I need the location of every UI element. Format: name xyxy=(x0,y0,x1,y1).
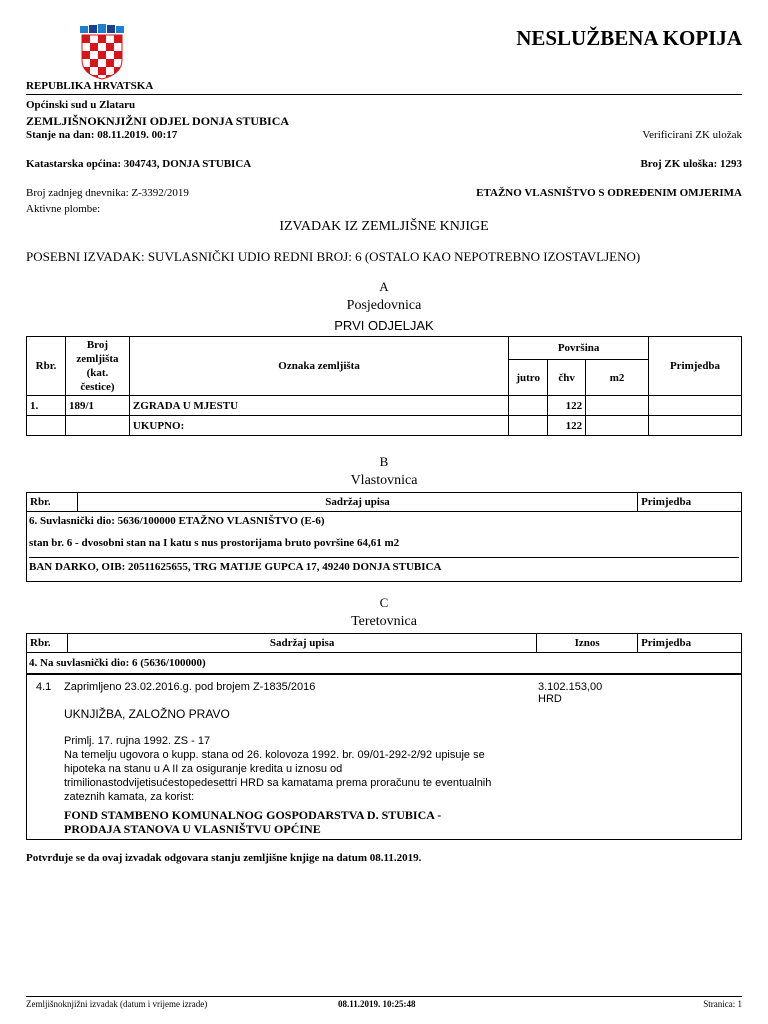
enc-entry-line5: zateznih kamata, za korist: xyxy=(64,791,195,803)
court-name: Općinski sud u Zlataru xyxy=(26,99,136,111)
extract-title: IZVADAK IZ ZEMLJIŠNE KNJIGE xyxy=(279,219,489,234)
owners-share: 6. Suvlasnički dio: 5636/100000 ETAŽNO VLASNIŠTVO (E-6) xyxy=(29,515,325,527)
verified-label: Verificirani ZK uložak xyxy=(642,129,742,141)
status-date: Stanje na dan: 08.11.2019. 00:17 xyxy=(26,129,178,141)
owners-header-rbr: Rbr. xyxy=(27,493,78,512)
section-a-letter: A xyxy=(379,279,389,294)
total-label: UKUPNO: xyxy=(129,416,508,436)
parcel-table xyxy=(26,336,742,436)
header-note: Primjedba xyxy=(649,337,742,396)
row-parcel: 189/1 xyxy=(65,396,129,416)
total-jutro xyxy=(509,416,548,436)
last-diary-number: Broj zadnjeg dnevnika: Z-3392/2019 xyxy=(26,187,189,199)
total-m2 xyxy=(586,416,649,436)
enc-share: 4. Na suvlasnički dio: 6 (5636/100000) xyxy=(29,657,206,669)
header-jutro: jutro xyxy=(509,360,548,396)
footer-datetime: 08.11.2019. 10:25:48 xyxy=(338,999,416,1009)
enc-entry-amount: 3.102.153,00 xyxy=(538,681,603,693)
owners-header-note: Primjedba xyxy=(638,493,742,512)
row-note xyxy=(649,396,742,416)
header-area: Površina xyxy=(509,337,649,360)
owner-name: BAN DARKO, OIB: 20511625655, TRG MATIJE GUPCA 17, 49240 DONJA STUBICA xyxy=(29,561,442,573)
enc-entry-line4: trimilionastodvijetisućestopedesettri HRD sa kamatama prema proračunu te eventualnih xyxy=(64,777,492,789)
ownership-type: ETAŽNO VLASNIŠTVO S ODREĐENIM OMJERIMA xyxy=(476,187,742,199)
enc-entry-received: Zaprimljeno 23.02.2016.g. pod brojem Z-1835/2016 xyxy=(64,681,316,693)
zk-number: Broj ZK uloška: 1293 xyxy=(640,158,742,170)
encumbrance-header-table xyxy=(26,633,742,653)
special-extract-title: POSEBNI IZVADAK: SUVLASNIČKI UDIO REDNI BROJ: 6 (OSTALO KAO NEPOTREBNO IZOSTAVLJENO) xyxy=(26,249,641,264)
total-chv: 122 xyxy=(548,416,586,436)
section-a-subtitle: PRVI ODJELJAK xyxy=(334,318,434,333)
enc-header-content: Sadržaj upisa xyxy=(67,634,536,653)
enc-entry-currency: HRD xyxy=(538,693,562,705)
header-land-mark: Oznaka zemljišta xyxy=(129,337,508,396)
enc-entry-line2: Na temelju ugovora o kupp. stana od 26. kolovoza 1992. br. 09/01-292-2/92 upisuje se xyxy=(64,749,485,761)
section-a-name: Posjedovnica xyxy=(346,298,422,313)
enc-header-amount: Iznos xyxy=(537,634,638,653)
enc-entry-number: 4.1 xyxy=(36,681,52,693)
table-row-total xyxy=(27,416,742,436)
country-name: REPUBLIKA HRVATSKA xyxy=(26,80,154,92)
header-m2: m2 xyxy=(586,360,649,396)
row-mark: ZGRADA U MJESTU xyxy=(129,396,508,416)
section-b-name: Vlastovnica xyxy=(350,473,418,488)
owners-description: stan br. 6 - dvosobni stan na I katu s nus prostorijama bruto površine 64,61 m2 xyxy=(29,537,400,549)
header-chv: čhv xyxy=(548,360,586,396)
enc-entry-line1: Primlj. 17. rujna 1992. ZS - 17 xyxy=(64,735,211,747)
active-seals: Aktivne plombe: xyxy=(26,203,101,215)
document-title: NESLUŽBENA KOPIJA xyxy=(516,26,742,50)
section-c-name: Teretovnica xyxy=(351,614,417,629)
footer-divider xyxy=(26,996,742,997)
cadastral-municipality: Katastarska općina: 304743, DONJA STUBICA xyxy=(26,158,252,170)
enc-header-rbr: Rbr. xyxy=(27,634,68,653)
section-c-letter: C xyxy=(379,595,389,610)
section-b-letter: B xyxy=(379,454,389,469)
owners-divider xyxy=(29,557,739,558)
row-rbr: 1. xyxy=(27,396,66,416)
table-row xyxy=(27,396,742,416)
footer-page: Stranica: 1 xyxy=(703,999,742,1009)
owners-header-content: Sadržaj upisa xyxy=(77,493,637,512)
enc-entry-type: UKNJIŽBA, ZALOŽNO PRAVO xyxy=(64,707,230,721)
enc-beneficiary-line1: FOND STAMBENO KOMUNALNOG GOSPODARSTVA D. STUBICA - xyxy=(64,808,442,822)
enc-entry-line3: hipoteka na stanu u A II za osiguranje kredita u iznosu od xyxy=(64,763,343,775)
row-jutro xyxy=(509,396,548,416)
owners-header-table xyxy=(26,492,742,512)
total-rbr xyxy=(27,416,66,436)
header-parcel-number: Broj zemljišta (kat. čestice) xyxy=(65,337,129,396)
enc-beneficiary-line2: PRODAJA STANOVA U VLASNIŠTVU OPĆINE xyxy=(64,822,321,836)
total-note xyxy=(649,416,742,436)
total-parcel xyxy=(65,416,129,436)
crown-icon xyxy=(80,24,124,33)
header-rbr: Rbr. xyxy=(27,337,66,396)
row-chv: 122 xyxy=(548,396,586,416)
enc-header-note: Primjedba xyxy=(638,634,742,653)
department-name: ZEMLJIŠNOKNJIŽNI ODJEL DONJA STUBICA xyxy=(26,114,290,128)
footer-label: Zemljišnoknjižni izvadak (datum i vrijeme izrade) xyxy=(26,999,208,1009)
croatian-coat-of-arms-icon xyxy=(78,24,126,80)
confirmation-text: Potvrđuje se da ovaj izvadak odgovara stanju zemljišne knjige na datum 08.11.2019. xyxy=(26,852,422,864)
row-m2 xyxy=(586,396,649,416)
header-divider xyxy=(26,94,742,95)
